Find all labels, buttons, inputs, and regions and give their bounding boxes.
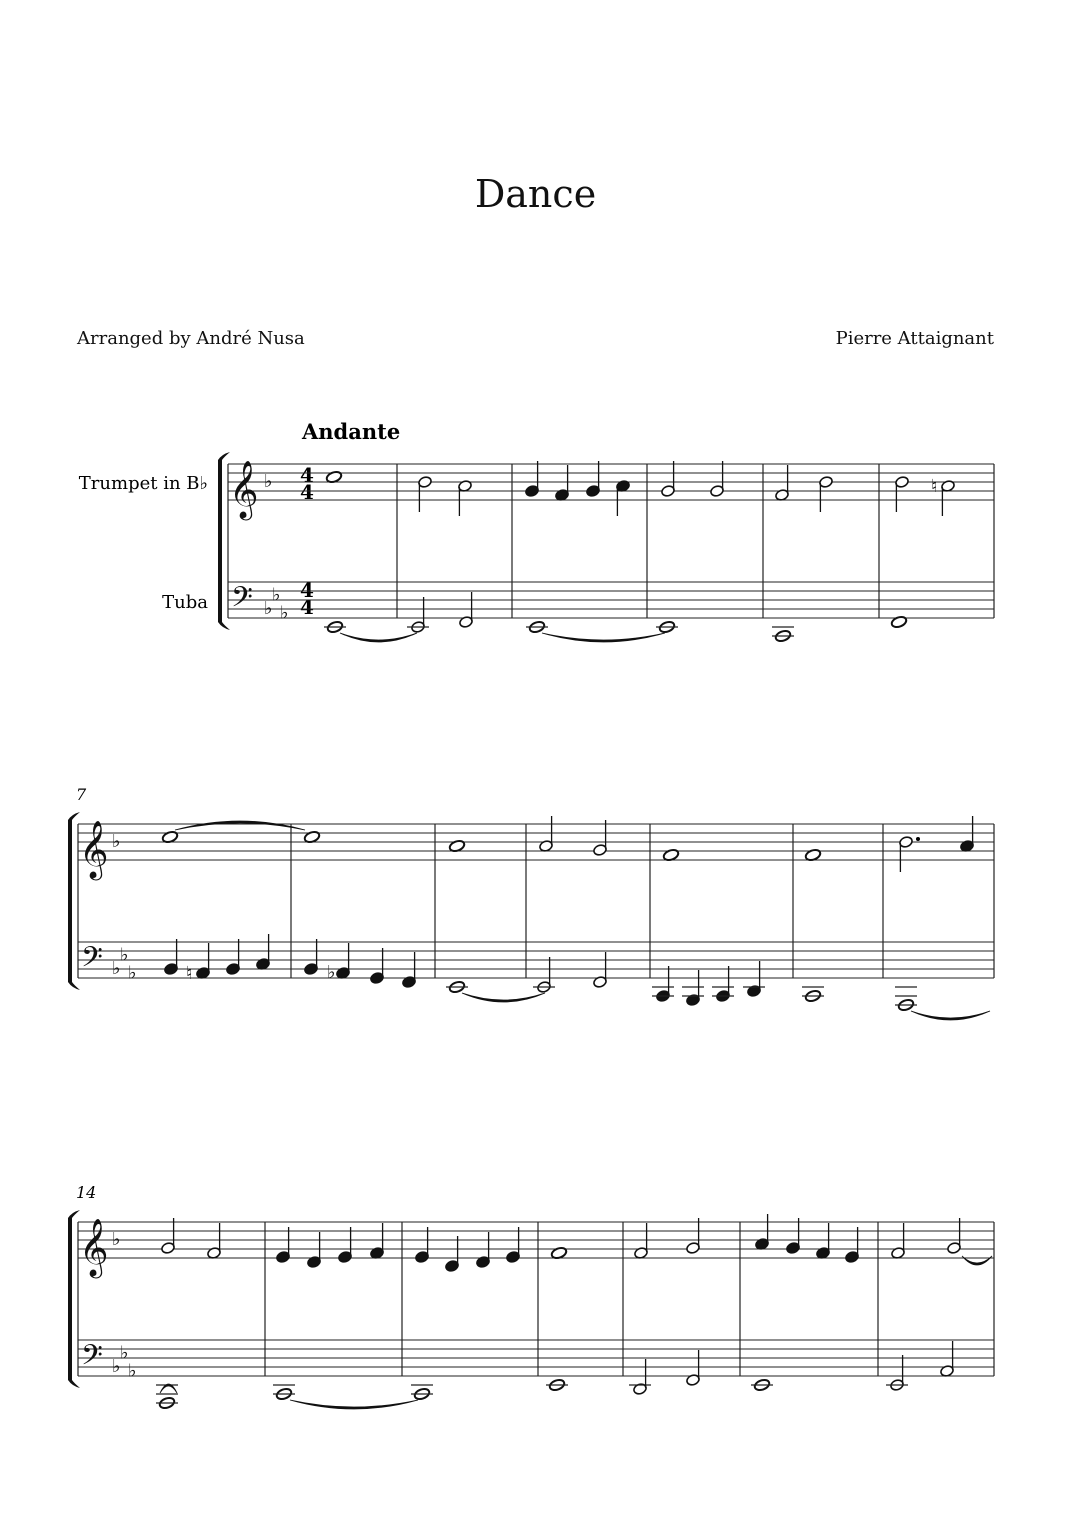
system-bracket bbox=[68, 820, 72, 982]
key-signature-flat: ♭ bbox=[264, 598, 273, 619]
instrument-name-tuba: Tuba bbox=[162, 592, 208, 613]
key-signature-flat: ♭ bbox=[112, 1356, 121, 1377]
bracket-bottom-hook bbox=[218, 622, 230, 630]
key-signature-flat: ♭ bbox=[272, 584, 281, 606]
bass-clef: 𝄢 bbox=[81, 1339, 103, 1379]
instrument-name-trumpet: Trumpet in B♭ bbox=[78, 473, 208, 494]
treble-clef: 𝄞 bbox=[79, 820, 109, 878]
key-signature-flat: ♭ bbox=[264, 471, 273, 492]
key-signature-flat: ♭ bbox=[112, 958, 121, 979]
key-signature-flat: ♭ bbox=[120, 1342, 129, 1364]
time-signature-bottom: 4 bbox=[300, 480, 314, 504]
piece-title: Dance bbox=[474, 172, 597, 216]
key-signature-flat: ♭ bbox=[280, 602, 289, 624]
bass-clef: 𝄢 bbox=[81, 941, 103, 981]
tie bbox=[462, 993, 545, 1002]
treble-clef: 𝄞 bbox=[79, 1218, 109, 1276]
time-signature-bottom: 4 bbox=[300, 595, 314, 619]
bracket-top-hook bbox=[68, 812, 80, 820]
tie bbox=[290, 1400, 418, 1409]
time-signature-top: 4 bbox=[300, 578, 314, 602]
treble-clef: 𝄞 bbox=[229, 460, 259, 518]
augmentation-dot bbox=[916, 837, 920, 841]
system-bracket bbox=[68, 1218, 72, 1380]
tie bbox=[175, 821, 305, 830]
tie bbox=[340, 633, 417, 642]
tie bbox=[962, 1256, 992, 1265]
key-signature-flat: ♭ bbox=[128, 962, 137, 984]
system-bracket bbox=[218, 460, 222, 622]
key-signature-flat: ♭ bbox=[120, 944, 129, 966]
key-signature-flat: ♭ bbox=[112, 1229, 121, 1250]
measure-number: 14 bbox=[76, 1183, 97, 1202]
bracket-top-hook bbox=[218, 452, 230, 460]
key-signature-flat: ♭ bbox=[112, 831, 121, 852]
bracket-bottom-hook bbox=[68, 982, 80, 990]
tempo-marking: Andante bbox=[302, 419, 401, 444]
measure-number: 7 bbox=[76, 785, 87, 804]
composer-credit: Pierre Attaignant bbox=[835, 328, 994, 349]
tie bbox=[911, 1011, 990, 1020]
bracket-bottom-hook bbox=[68, 1380, 80, 1388]
notehead bbox=[890, 615, 907, 629]
bracket-top-hook bbox=[68, 1210, 80, 1218]
flat-accidental: ♭ bbox=[327, 962, 336, 983]
natural-accidental: ♮ bbox=[186, 963, 193, 984]
bass-clef: 𝄢 bbox=[231, 581, 253, 621]
tie bbox=[542, 633, 665, 642]
key-signature-flat: ♭ bbox=[128, 1360, 137, 1382]
arranger-credit: Arranged by André Nusa bbox=[77, 328, 305, 349]
time-signature-top: 4 bbox=[300, 463, 314, 487]
natural-accidental: ♮ bbox=[931, 476, 938, 497]
